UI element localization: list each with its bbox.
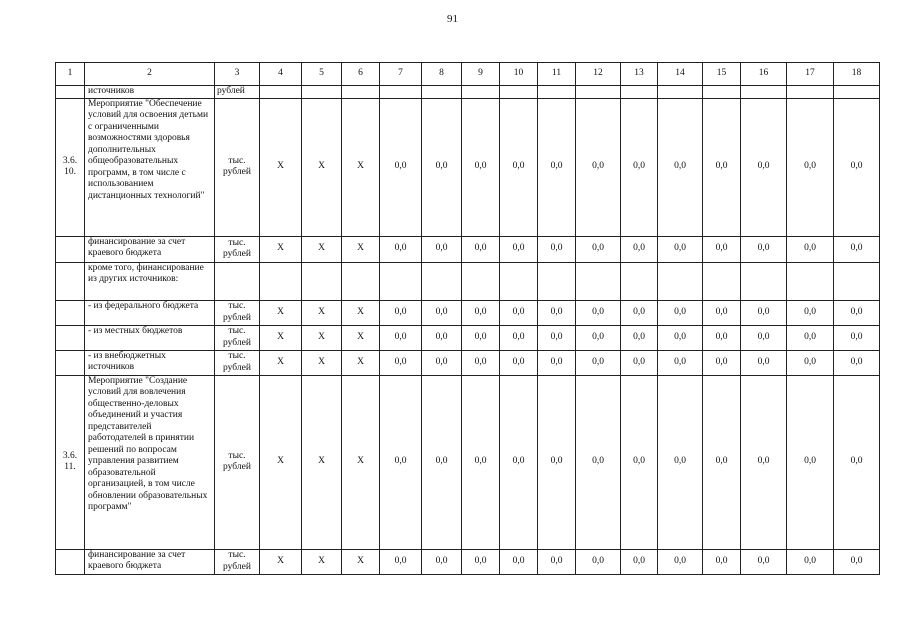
value-cell: 0,0 — [621, 236, 658, 262]
value-cell: 0,0 — [576, 325, 621, 350]
value-cell: 0,0 — [576, 236, 621, 262]
value-cell: 0,0 — [703, 98, 741, 236]
value-cell — [787, 262, 834, 300]
row-name: - из федерального бюджета — [85, 300, 215, 325]
value-cell: X — [260, 350, 302, 375]
value-cell: X — [260, 325, 302, 350]
value-cell: 0,0 — [538, 236, 576, 262]
column-header: 11 — [538, 63, 576, 86]
value-cell — [538, 86, 576, 99]
value-cell: 0,0 — [538, 549, 576, 574]
column-header: 14 — [658, 63, 703, 86]
value-cell: 0,0 — [658, 325, 703, 350]
value-cell — [621, 262, 658, 300]
row-name: источников — [85, 86, 215, 99]
column-header: 12 — [576, 63, 621, 86]
value-cell — [500, 262, 538, 300]
value-cell — [538, 262, 576, 300]
value-cell: 0,0 — [380, 375, 422, 549]
row-name: - из местных бюджетов — [85, 325, 215, 350]
value-cell: 0,0 — [787, 375, 834, 549]
row-unit: тыс. рублей — [215, 236, 260, 262]
table-row — [56, 300, 880, 325]
value-cell: X — [342, 300, 380, 325]
value-cell: 0,0 — [462, 98, 500, 236]
value-cell: X — [260, 300, 302, 325]
value-cell — [500, 86, 538, 99]
value-cell: 0,0 — [703, 350, 741, 375]
value-cell: 0,0 — [576, 350, 621, 375]
value-cell — [342, 262, 380, 300]
value-cell — [787, 86, 834, 99]
value-cell: 0,0 — [538, 300, 576, 325]
value-cell: 0,0 — [380, 549, 422, 574]
value-cell — [302, 86, 342, 99]
budget-table — [55, 62, 880, 575]
table-row — [56, 325, 880, 350]
value-cell: 0,0 — [741, 549, 787, 574]
value-cell: 0,0 — [787, 350, 834, 375]
value-cell: 0,0 — [741, 375, 787, 549]
value-cell: 0,0 — [380, 236, 422, 262]
value-cell: 0,0 — [500, 350, 538, 375]
row-unit: тыс. рублей — [215, 300, 260, 325]
row-name: Мероприятие "Обеспечение условий для освоения детьми с ограниченными возможностями здоровья дополнительных общеобразовательных программ, в том числе с использованием дистанционных технологий" — [85, 98, 215, 236]
value-cell: 0,0 — [422, 98, 462, 236]
value-cell: X — [342, 350, 380, 375]
value-cell: 0,0 — [621, 300, 658, 325]
value-cell — [302, 262, 342, 300]
value-cell: 0,0 — [834, 236, 880, 262]
column-header: 15 — [703, 63, 741, 86]
value-cell — [462, 86, 500, 99]
row-name: Мероприятие "Создание условий для вовлечения общественно-деловых объединений и участия представителей работодателей в принятии решений по вопросам управления развитием образовательной организацией, в том числе обновлении образовательных программ" — [85, 375, 215, 549]
value-cell — [422, 86, 462, 99]
value-cell: 0,0 — [422, 549, 462, 574]
value-cell: X — [260, 549, 302, 574]
page-number: 91 — [447, 13, 458, 25]
value-cell: 0,0 — [703, 375, 741, 549]
row-unit: рублей — [215, 86, 260, 99]
value-cell: 0,0 — [538, 98, 576, 236]
value-cell: 0,0 — [462, 325, 500, 350]
value-cell: 0,0 — [500, 236, 538, 262]
value-cell: 0,0 — [500, 375, 538, 549]
row-unit: тыс. рублей — [215, 549, 260, 574]
value-cell: 0,0 — [500, 549, 538, 574]
value-cell: 0,0 — [462, 300, 500, 325]
value-cell: 0,0 — [658, 350, 703, 375]
row-name: кроме того, финансирование из других источников: — [85, 262, 215, 300]
value-cell: X — [302, 236, 342, 262]
column-header: 7 — [380, 63, 422, 86]
value-cell: 0,0 — [500, 325, 538, 350]
value-cell: 0,0 — [834, 98, 880, 236]
row-code — [56, 549, 85, 574]
value-cell — [834, 86, 880, 99]
value-cell: 0,0 — [834, 325, 880, 350]
value-cell: 0,0 — [380, 300, 422, 325]
value-cell: 0,0 — [500, 300, 538, 325]
row-unit: тыс. рублей — [215, 350, 260, 375]
value-cell: 0,0 — [538, 325, 576, 350]
value-cell: 0,0 — [658, 549, 703, 574]
value-cell: 0,0 — [380, 350, 422, 375]
value-cell: 0,0 — [538, 350, 576, 375]
value-cell: 0,0 — [422, 375, 462, 549]
row-code — [56, 236, 85, 262]
value-cell: 0,0 — [787, 98, 834, 236]
table-row — [56, 236, 880, 262]
value-cell: 0,0 — [576, 98, 621, 236]
column-header: 9 — [462, 63, 500, 86]
column-header: 10 — [500, 63, 538, 86]
value-cell — [576, 262, 621, 300]
row-unit: тыс. рублей — [215, 98, 260, 236]
value-cell: 0,0 — [787, 300, 834, 325]
column-header: 2 — [85, 63, 215, 86]
value-cell: 0,0 — [834, 549, 880, 574]
value-cell — [703, 86, 741, 99]
table-row — [56, 262, 880, 300]
value-cell — [260, 262, 302, 300]
value-cell: 0,0 — [741, 325, 787, 350]
column-header: 18 — [834, 63, 880, 86]
value-cell: 0,0 — [462, 236, 500, 262]
value-cell — [380, 262, 422, 300]
value-cell: 0,0 — [703, 325, 741, 350]
row-code — [56, 262, 85, 300]
value-cell: 0,0 — [380, 325, 422, 350]
table-row — [56, 549, 880, 574]
value-cell: X — [302, 549, 342, 574]
table-row — [56, 86, 880, 99]
value-cell: X — [342, 325, 380, 350]
value-cell: 0,0 — [741, 98, 787, 236]
value-cell: X — [302, 350, 342, 375]
row-unit: тыс. рублей — [215, 375, 260, 549]
value-cell: 0,0 — [787, 236, 834, 262]
value-cell: 0,0 — [538, 375, 576, 549]
row-name: финансирование за счет краевого бюджета — [85, 236, 215, 262]
value-cell: 0,0 — [787, 549, 834, 574]
value-cell — [422, 262, 462, 300]
value-cell: 0,0 — [658, 236, 703, 262]
column-header: 16 — [741, 63, 787, 86]
value-cell: 0,0 — [500, 98, 538, 236]
value-cell — [658, 262, 703, 300]
row-code: 3.6. 10. — [56, 98, 85, 236]
value-cell: 0,0 — [621, 375, 658, 549]
value-cell: 0,0 — [703, 300, 741, 325]
value-cell: 0,0 — [658, 98, 703, 236]
value-cell: 0,0 — [422, 350, 462, 375]
row-name: финансирование за счет краевого бюджета — [85, 549, 215, 574]
row-unit: тыс. рублей — [215, 325, 260, 350]
value-cell: X — [342, 375, 380, 549]
value-cell: X — [302, 375, 342, 549]
column-header: 3 — [215, 63, 260, 86]
row-code — [56, 300, 85, 325]
value-cell: 0,0 — [422, 300, 462, 325]
value-cell — [741, 86, 787, 99]
row-code — [56, 325, 85, 350]
value-cell: X — [342, 236, 380, 262]
value-cell: 0,0 — [576, 375, 621, 549]
value-cell: 0,0 — [462, 350, 500, 375]
row-name: - из внебюджетных источников — [85, 350, 215, 375]
value-cell: 0,0 — [741, 300, 787, 325]
value-cell — [834, 262, 880, 300]
value-cell — [462, 262, 500, 300]
value-cell: 0,0 — [658, 375, 703, 549]
row-code — [56, 350, 85, 375]
value-cell: X — [260, 98, 302, 236]
value-cell: 0,0 — [787, 325, 834, 350]
value-cell: 0,0 — [741, 350, 787, 375]
value-cell: 0,0 — [422, 325, 462, 350]
value-cell: 0,0 — [834, 300, 880, 325]
value-cell: 0,0 — [462, 375, 500, 549]
value-cell: X — [342, 549, 380, 574]
value-cell: X — [302, 300, 342, 325]
column-header: 5 — [302, 63, 342, 86]
table-row — [56, 98, 880, 236]
value-cell: 0,0 — [621, 325, 658, 350]
value-cell: 0,0 — [658, 300, 703, 325]
value-cell: 0,0 — [462, 549, 500, 574]
value-cell: X — [260, 236, 302, 262]
value-cell — [741, 262, 787, 300]
value-cell: 0,0 — [380, 98, 422, 236]
value-cell: 0,0 — [576, 300, 621, 325]
value-cell: 0,0 — [834, 350, 880, 375]
value-cell: 0,0 — [576, 549, 621, 574]
column-header: 17 — [787, 63, 834, 86]
value-cell: 0,0 — [422, 236, 462, 262]
column-header: 13 — [621, 63, 658, 86]
column-header: 1 — [56, 63, 85, 86]
value-cell: 0,0 — [741, 236, 787, 262]
table-row — [56, 375, 880, 549]
value-cell: X — [302, 98, 342, 236]
value-cell: 0,0 — [621, 98, 658, 236]
value-cell: X — [260, 375, 302, 549]
column-header: 6 — [342, 63, 380, 86]
value-cell: 0,0 — [621, 350, 658, 375]
value-cell — [576, 86, 621, 99]
header-row — [56, 63, 880, 86]
value-cell: X — [302, 325, 342, 350]
row-code — [56, 86, 85, 99]
row-code: 3.6. 11. — [56, 375, 85, 549]
value-cell: X — [342, 98, 380, 236]
value-cell: 0,0 — [703, 236, 741, 262]
value-cell — [380, 86, 422, 99]
table-row — [56, 350, 880, 375]
value-cell — [621, 86, 658, 99]
value-cell — [342, 86, 380, 99]
row-unit — [215, 262, 260, 300]
value-cell — [703, 262, 741, 300]
column-header: 8 — [422, 63, 462, 86]
value-cell: 0,0 — [834, 375, 880, 549]
column-header: 4 — [260, 63, 302, 86]
value-cell: 0,0 — [703, 549, 741, 574]
value-cell — [260, 86, 302, 99]
value-cell: 0,0 — [621, 549, 658, 574]
value-cell — [658, 86, 703, 99]
